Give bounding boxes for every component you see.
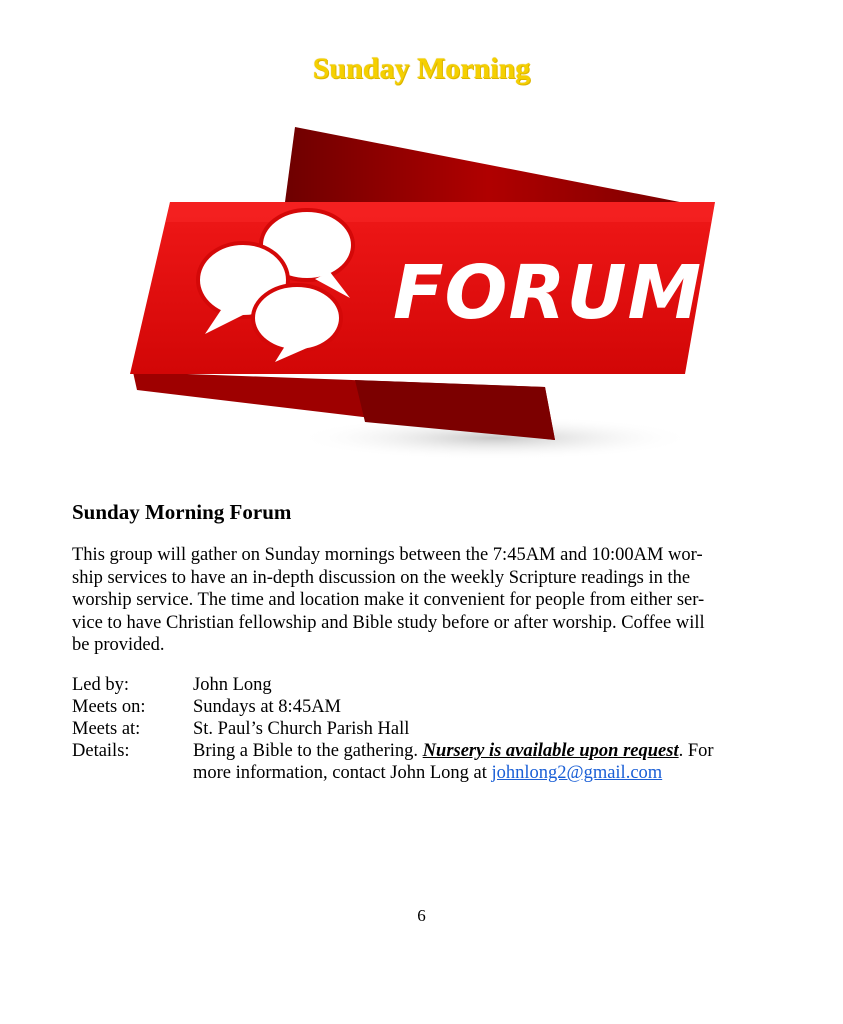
detail-value: John Long — [193, 675, 272, 695]
details-text: . For — [678, 741, 714, 761]
description-line: worship service. The time and location make it convenient for people from either ser- — [72, 590, 705, 610]
details-text: more information, contact John Long at — [193, 763, 492, 783]
banner-text: FORUM — [393, 250, 703, 336]
detail-value: St. Paul’s Church Parish Hall — [193, 719, 410, 739]
detail-value: Sundays at 8:45AM — [193, 697, 341, 717]
detail-row-details — [72, 740, 782, 784]
detail-value — [193, 740, 782, 784]
description-line: be provided. — [72, 635, 165, 655]
section-heading: Sunday Morning Forum — [72, 500, 292, 524]
forum-banner-graphic — [125, 122, 720, 462]
page-number: 6 — [417, 906, 426, 925]
description-line: This group will gather on Sunday mornings between the 7:45AM and 10:00AM wor- — [72, 545, 703, 565]
page-title: Sunday Morning — [312, 52, 531, 85]
details-text: Bring a Bible to the gathering. — [193, 741, 423, 761]
detail-label: Meets on: — [72, 697, 146, 717]
detail-label: Details: — [72, 741, 130, 761]
details-list — [72, 674, 782, 784]
detail-row-led-by — [72, 674, 782, 696]
detail-row-meets-at — [72, 718, 782, 740]
detail-label: Led by: — [72, 675, 130, 695]
description-line: vice to have Christian fellowship and Bible study before or after worship. Coffee will — [72, 612, 705, 633]
email-link[interactable]: johnlong2@gmail.com — [491, 763, 663, 783]
detail-row-meets-on — [72, 696, 782, 718]
description-line: ship services to have an in-depth discussion on the weekly Scripture readings in the — [72, 567, 691, 588]
description-paragraph — [72, 544, 770, 657]
nursery-note: Nursery is available upon request — [422, 741, 679, 761]
detail-label: Meets at: — [72, 719, 141, 739]
forum-banner-image — [125, 122, 720, 462]
